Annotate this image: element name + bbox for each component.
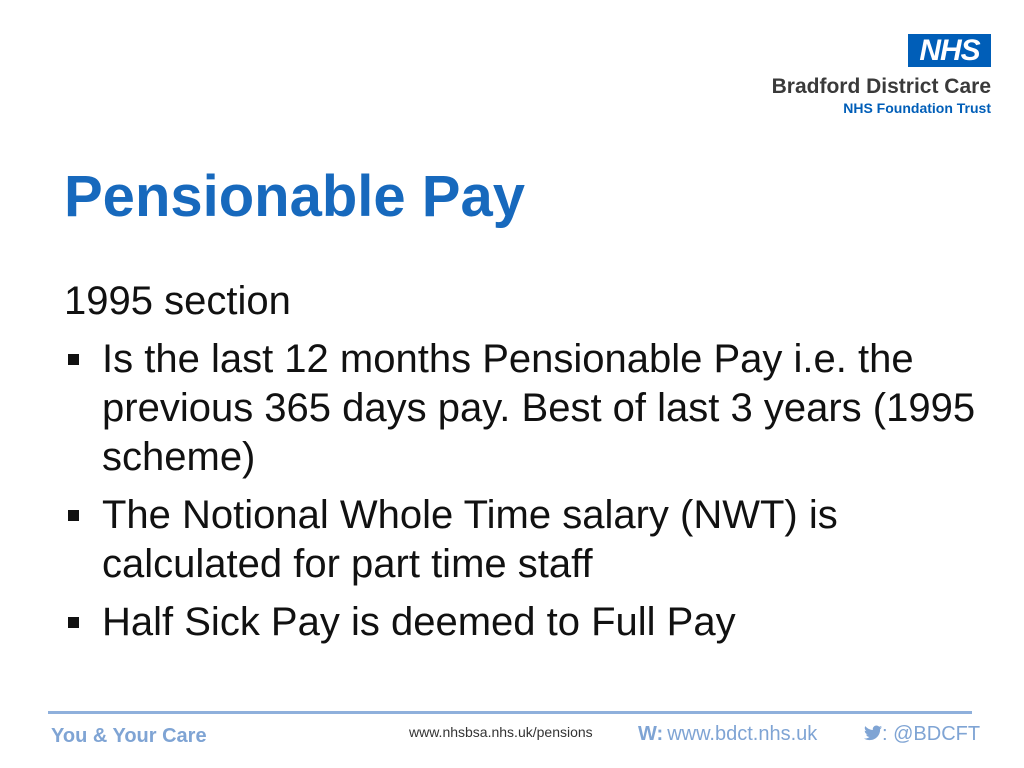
trust-subtitle: NHS Foundation Trust: [843, 100, 991, 116]
slide-title: Pensionable Pay: [64, 164, 525, 229]
bullet-item: [64, 491, 984, 589]
slide-content: [64, 277, 984, 647]
bullet-item: [64, 598, 984, 647]
trust-name: Bradford District Care: [771, 75, 991, 98]
square-bullet-icon: [68, 354, 79, 365]
website-link[interactable]: [638, 723, 817, 746]
bullet-text: The Notional Whole Time salary (NWT) is calculated for part time staff: [102, 493, 838, 586]
website-label: W:: [638, 723, 664, 745]
footer-tagline: You & Your Care: [51, 725, 207, 747]
bullet-list: [64, 335, 984, 647]
twitter-handle: : @BDCFT: [882, 723, 981, 745]
twitter-bird-icon: [864, 725, 882, 741]
nhs-logo: NHS: [908, 34, 991, 67]
bullet-text: Half Sick Pay is deemed to Full Pay: [102, 600, 736, 644]
bullet-text: Is the last 12 months Pensionable Pay i.e. the previous 365 days pay. Best of last 3 years (1995 scheme): [102, 337, 976, 479]
section-heading: 1995 section: [64, 279, 291, 323]
footer-divider: [48, 711, 972, 714]
square-bullet-icon: [68, 617, 79, 628]
bullet-item: [64, 335, 984, 482]
twitter-link[interactable]: [864, 723, 980, 746]
nhsbsa-link[interactable]: www.nhsbsa.nhs.uk/pensions: [409, 724, 593, 740]
website-url: www.bdct.nhs.uk: [667, 723, 818, 745]
square-bullet-icon: [68, 510, 79, 521]
trust-logo: [731, 34, 991, 124]
